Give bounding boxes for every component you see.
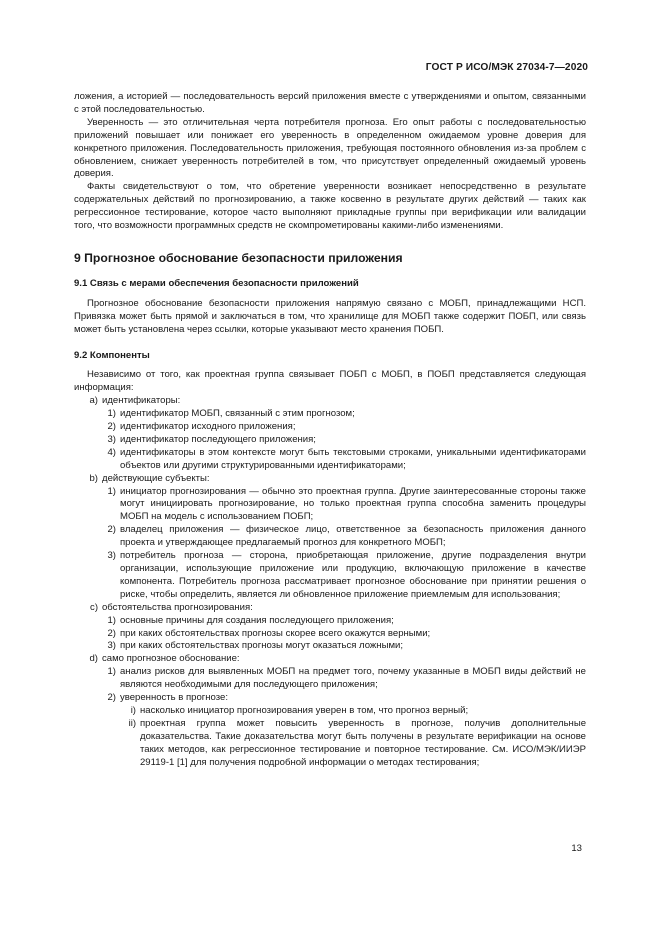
list-text: инициатор прогнозирования — обычно это проектная группа. Другие заинтересованные стороны также могут инициировать прогнозирование, но только проектная группа способна заменить процедуры МОБП на модель с использованием ПОБП; (120, 485, 586, 523)
list-text: идентификатор последующего приложения; (120, 433, 316, 445)
list-text: идентификаторы: (102, 395, 181, 407)
list-marker: 3) (107, 640, 116, 652)
list-text: проектная группа может повысить уверенность в прогнозе, получив дополнительные доказательства. Такие доказательства могут быть получены в результате верификации на основе таких методов, как регрессионное тестирование и повторное тестирование. См. ИСО/МЭК/ИИЭР 29119-1 [1] для получения подробной информации о методах тестирования; (140, 717, 586, 768)
list-item-d-2 (74, 692, 586, 705)
list-item-d-1 (74, 666, 586, 692)
list-item-b-1 (74, 486, 586, 525)
list-marker: i) (130, 704, 136, 716)
intro-paragraph-2: Уверенность — это отличительная черта потребителя прогноза. Его опыт работы с последовательностью приложений повышает или понижает его уверенность в определенном ожидаемом уровне доверия для конкретного приложения. Последовательность приложения, требующая постоянного обновления из-за проблем с обновлением, снижает уверенность потребителей в том, что присутствует определенный ожидаемый уровень доверия. (74, 116, 586, 180)
intro-paragraph-1: ложения, а историей — последовательность версий приложения вместе с утверждениями и опытом, связанными с этой последовательностью. (74, 91, 586, 115)
list-marker: 2) (107, 421, 116, 433)
list-item-b-3 (74, 550, 586, 602)
list-item-c (74, 602, 586, 615)
list-text: при каких обстоятельствах прогнозы скорее всего окажутся верными; (120, 627, 431, 639)
list-item-c-2 (74, 628, 586, 641)
list-item-a (74, 395, 586, 408)
section-9-1-heading: 9.1 Связь с мерами обеспечения безопасности приложений (74, 277, 359, 289)
section-9-2-intro: Независимо от того, как проектная группа связывает ПОБП с МОБП, в ПОБП представляется следующая информация: (74, 369, 586, 394)
section-9-1-text: Прогнозное обоснование безопасности приложения напрямую связано с МОБП, принадлежащими НСП. Привязка может быть прямой и заключаться в том, что хранилище для МОБП также содержит ПОБП, или связь может быть установлена через ссылки, которые указывают место хранения ПОБП. (74, 297, 586, 335)
list-marker: ii) (128, 717, 136, 729)
list-marker: b) (89, 472, 98, 484)
list-text: уверенность в прогнозе: (120, 692, 228, 704)
list-item-a-3 (74, 434, 586, 447)
list-text: само прогнозное обоснование: (102, 653, 240, 665)
list-item-b-2 (74, 524, 586, 550)
list-text: действующие субъекты: (102, 472, 210, 484)
list-item-a-4 (74, 447, 586, 473)
list-text: насколько инициатор прогнозирования уверен в том, что прогноз верный; (140, 704, 469, 716)
section-9-2-heading: 9.2 Компоненты (74, 349, 150, 361)
list-text: обстоятельства прогнозирования: (102, 601, 253, 613)
list-item-b (74, 473, 586, 486)
intro-paragraph-3: Факты свидетельствуют о том, что обретение уверенности возникает непосредственно в результате содержательных действий по прогнозированию, а также косвенно в результате других действий — таких как регрессионное тестирование, которое часто выполняют прикладные группы при верификации или валидации того, что возможности программных средств не скомпрометированы какими-либо изменениями. (74, 181, 586, 232)
list-marker: 1) (107, 666, 116, 678)
list-marker: 4) (107, 446, 116, 458)
list-item-c-3 (74, 640, 586, 653)
list-item-a-2 (74, 421, 586, 434)
list-item-a-1 (74, 408, 586, 421)
list-marker: 3) (107, 550, 116, 562)
section-9-heading: 9 Прогнозное обоснование безопасности приложения (74, 250, 403, 265)
list-marker: 2) (107, 524, 116, 536)
list-marker: a) (89, 395, 98, 407)
standard-header: ГОСТ Р ИСО/МЭК 27034-7—2020 (425, 62, 588, 73)
list-marker: 1) (107, 614, 116, 626)
page-content (74, 91, 586, 770)
list-marker: 2) (107, 627, 116, 639)
list-text: при каких обстоятельствах прогнозы могут оказаться ложными; (120, 640, 403, 652)
list-item-d-2-i (74, 705, 586, 718)
list-marker: 3) (107, 433, 116, 445)
list-text: идентификатор МОБП, связанный с этим прогнозом; (120, 408, 355, 420)
list-text: анализ рисков для выявленных МОБП на предмет того, почему указанные в МОБП виды действий не являются необходимыми для последующего приложения; (120, 666, 586, 691)
list-item-c-1 (74, 615, 586, 628)
list-item-d (74, 653, 586, 666)
list-marker: d) (89, 653, 98, 665)
list-marker: 1) (107, 485, 116, 497)
list-text: потребитель прогноза — сторона, приобретающая приложение, другие подразделения внутри организации, использующие приложение или продукцию, включающую приложение в качестве компонента. Потребитель прогноза рассматривает прогнозное обоснование при принятии решения о риске, чтобы определить, является ли обновленное приложение приемлемым для использования; (120, 550, 586, 600)
list-text: идентификаторы в этом контексте могут быть текстовыми строками, уникальными идентификаторами объектов или другими структурированными идентификаторами; (120, 446, 586, 471)
list-text: идентификатор исходного приложения; (120, 421, 296, 433)
list-marker: c) (90, 601, 98, 613)
list-text: основные причины для создания последующего приложения; (120, 614, 394, 626)
page-number: 13 (571, 843, 582, 854)
list-text: владелец приложения — физическое лицо, ответственное за безопасность приложения данного проекта и утверждающее предлагаемый прогноз для конкретного МОБП; (120, 524, 586, 549)
list-marker: 1) (107, 408, 116, 420)
list-marker: 2) (107, 692, 116, 704)
list-item-d-2-ii (74, 718, 586, 770)
